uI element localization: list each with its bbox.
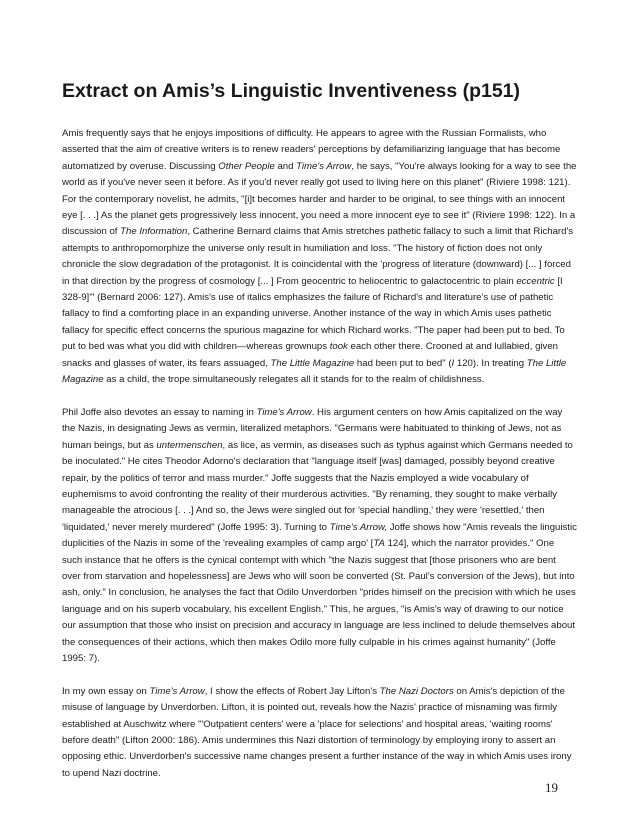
italic-text: The Nazi Doctors [379, 685, 454, 697]
text-run: 124], which the narrator provides." One such instance that he offers is the cynical contempt with which "the Nazis suggest that [those prisoners who are bent over from starvation and hopelessness] are Jews who will soon be converted (St. Paul's conversion of the Jews), but into ash, only." In conclusion, he analyses the fact that Odilo Unverdorben "prides himself on the precision with which he uses language and on his superb vocabulary, his excellent English." This, he argues, "is Amis's way of drawing to our notice our assumption that those who insist on precision and accuracy in language are less inclined to delude themselves about the consequences of their actions, which then makes Odilo more fully culpable in his crimes against humanity" (Joffe 1995: 7). [62, 538, 576, 664]
paragraph-2 [62, 405, 577, 668]
text-run: , he says, "You're always looking for a way to see the world as if you've never seen it before. As if you'd never really got used to living here on this planet" (Riviere 1998: 121). For the contemporary novelist, he admits, "[i]t becomes harder and harder to be original, to see things with an innocent eye [. . .] As the planet gets progressively less innocent, you need a more innocent eye to see it" (Riviere 1998: 122). In a discussion of [62, 160, 577, 238]
italic-text: The Little Magazine [62, 357, 567, 386]
italic-text: The Information [120, 226, 188, 238]
italic-text: Time's Arrow [256, 406, 312, 418]
italic-text: I [451, 357, 455, 369]
text-run: Phil Joffe also devotes an essay to naming in [62, 406, 257, 418]
paragraph-3 [62, 684, 577, 782]
page-title: Extract on Amis’s Linguistic Inventiveness (p151) [62, 80, 521, 102]
text-run: , as lice, as vermin, as diseases such as typhus against which Germans needed to be inoculated." He cites Theodor Adorno's declaration that "language itself [was] damaged, possibly beyond creative repair, by the politics of terror and mass murder." Joffe suggests that the Nazis employed a wide vocabulary of euphemisms to avoid confronting the reality of their murderous activities. "By renaming, they sought to make verbally manageable the atrocious [. . .] And so, the Jews were singled out for 'special handling,' they were 'resettled,' then 'liquidated,' never merely murdered" (Joffe 1995: 3). Turning to [62, 439, 573, 533]
text-run: [I 328-9]'" (Bernard 2006: 127). Amis's use of italics emphasizes the failure of Richard's and literature's use of pathetic fallacy to find a comforting place in an expanding universe. Another instance of the way in which Amis uses pathetic fallacy for specific effect concerns the spurious magazine for which Richard works. "The paper had been put to bed. To put to bed was what you did with children—whereas grownups [62, 275, 565, 353]
italic-text: eccentric [516, 275, 555, 287]
paragraph-1 [62, 126, 577, 389]
text-run: . His argument centers on how Amis capitalized on the way the Nazis, in designating Jews as vermin, literalized metaphors. "Germans were habituated to thinking of Jews, not as human beings, but as [62, 406, 563, 451]
italic-text: Time's Arrow [296, 160, 352, 172]
italic-text: took [329, 341, 348, 353]
italic-text: Time's Arrow, [329, 521, 388, 533]
italic-text: Time's Arrow [149, 685, 205, 697]
text-run: , I show the effects of Robert Jay Lifton's [204, 685, 380, 697]
page-number: 19 [545, 780, 558, 795]
text-run: and [274, 160, 297, 172]
body-text [62, 126, 577, 799]
text-run: on Amis's depiction of the misuse of language by Unverdorben. Lifton, it is pointed out, reveals how the Nazis' practice of misnaming was firmly established at Auschwitz where '"Outpatient centers' were a 'place for selections' and hospital areas, 'waiting rooms' before death" (Lifton 2000: 186). Amis undermines this Nazi distortion of terminology by employing irony to assert an opposing ethic. Unverdorben's successive name changes present a further instance of the way in which Amis uses irony to upend Nazi doctrine. [62, 685, 572, 779]
text-run: as a child, the trope simultaneously relegates all it stands for to the realm of childishness. [103, 374, 485, 386]
italic-text: untermenschen [156, 439, 223, 451]
text-run: had been put to bed" ( [354, 357, 452, 369]
italic-text: TA [373, 538, 385, 550]
text-run: , Catherine Bernard claims that Amis stretches pathetic fallacy to such a limit that Richard's attempts to anthropomorphize the universe only result in humiliation and loss. "The history of fiction does not only chronicle the slow degradation of the protagonist. It is coincidental with the 'progress of literature (downward) [... ] forced in that direction by the progress of cosmology [... ] From geocentric to heliocentric to galactocentric to plain [62, 226, 574, 287]
text-run: Amis frequently says that he enjoys impositions of difficulty. He appears to agree with the Russian Formalists, who asserted that the aim of creative writers is to renew readers' perceptions by defamiliarizing language that has become automatized by overuse. Discussing [62, 128, 561, 172]
text-run: each other there. Crooned at and lullabied, given snacks and glasses of water, its fears assuaged, [62, 341, 558, 369]
italic-text: The Little Magazine [270, 357, 355, 369]
italic-text: Other People [218, 160, 275, 172]
text-run: Joffe shows how "Amis reveals the linguistic duplicities of the Nazis in some of the 'revealing examples of camp argo' [ [62, 521, 577, 550]
text-run: 120). In treating [454, 357, 527, 369]
text-run: In my own essay on [62, 685, 150, 697]
